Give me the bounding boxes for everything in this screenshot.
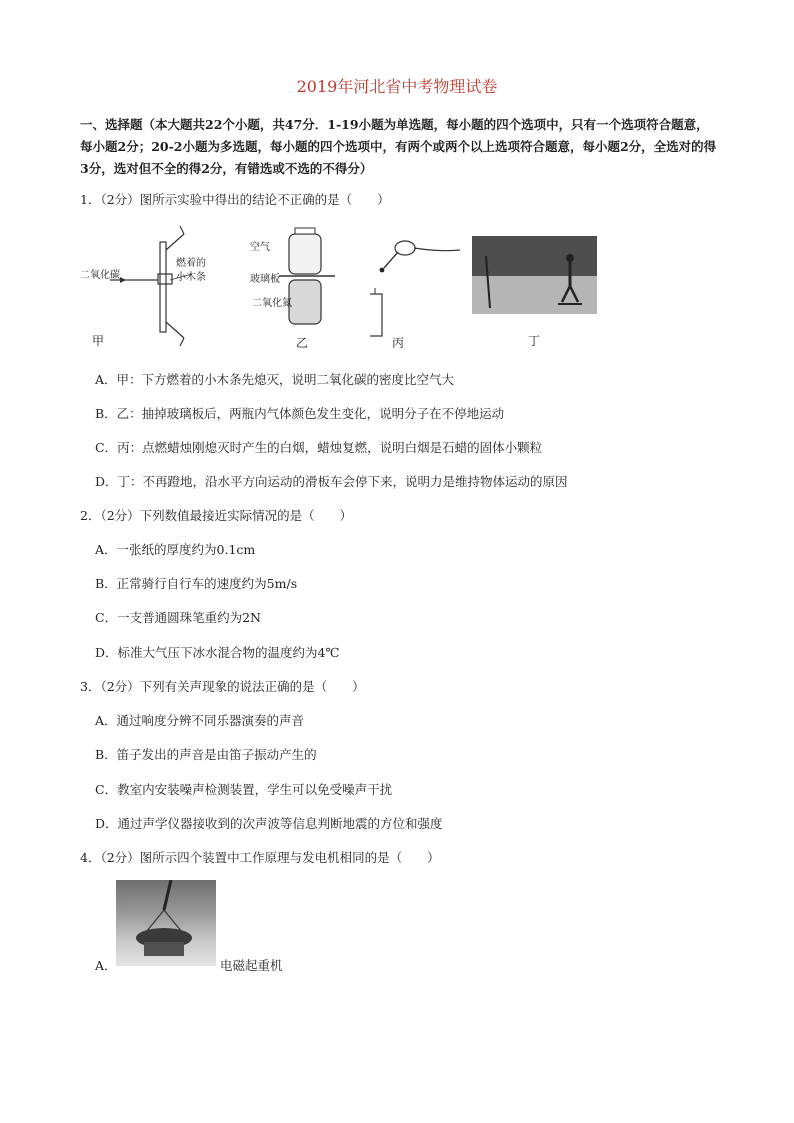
question-1-option-b: B．乙：抽掉玻璃板后，两瓶内气体颜色发生变化，说明分子在不停地运动 [95,406,505,421]
question-2-option-d: D．标准大气压下冰水混合物的温度约为4℃ [95,645,340,660]
question-1-option-d: D．丁：不再蹬地，沿水平方向运动的滑板车会停下来，说明力是维持物体运动的原因 [95,474,568,489]
question-4-option-a-label: 电磁起重机 [220,958,283,973]
question-2-option-a: A．一张纸的厚度约为0.1cm [95,542,256,557]
figure-ding [472,236,597,314]
question-2-option-b: B．正常骑行自行车的速度约为5m/s [95,576,298,591]
question-1-figures [80,224,640,354]
section-instructions: 一、选择题（本大题共22个小题，共47分．1-19小题为单选题，每小题的四个选项中，只有一个选项符合题意，每小题2分；20-2小题为多选题，每小题的四个选项中，有两个或两个以上选项符合题意，每小题2分，全选对的得3分，选对但不全的得2分，有错选或不选的不得分） [80,117,717,176]
figure-yi-label-glass: 玻璃板 [250,274,280,285]
figure-bing-caption: 丙 [392,336,405,350]
question-1-option-c: C．丙：点燃蜡烛刚熄灭时产生的白烟，蜡烛复燃，说明白烟是石蜡的固体小颗粒 [95,440,543,455]
electromagnetic-crane-photo [116,880,216,966]
question-3-option-d: D．通过声学仪器接收到的次声波等信息判断地震的方位和强度 [95,816,443,831]
question-1-option-a: A．甲：下方燃着的小木条先熄灭，说明二氧化碳的密度比空气大 [95,372,455,387]
figure-yi-label-no2: 二氧化氮 [252,298,292,309]
figure-yi-label-air: 空气 [250,242,270,253]
figure-jia-caption: 甲 [92,334,105,348]
question-4-option-a-letter: A． [95,958,117,973]
page-title: 2019年河北省中考物理试卷 [296,77,498,96]
figure-jia [80,224,220,349]
question-2-option-c: C．一支普通圆珠笔重约为2N [95,610,261,625]
question-1-stem: 1．（2分）图所示实验中得出的结论不正确的是（ ） [80,192,390,207]
figure-jia-label-stick: 小木条 [176,272,206,283]
question-3-stem: 3．（2分）下列有关声现象的说法正确的是（ ） [80,679,365,694]
figure-jia-label-co2: 二氧化碳 [80,270,120,281]
question-2-stem: 2．（2分）下列数值最接近实际情况的是（ ） [80,508,353,523]
figure-jia-label-burning: 燃着的 [176,258,206,269]
question-3-option-a: A．通过响度分辨不同乐器演奏的声音 [95,713,305,728]
figure-bing [370,224,470,349]
question-4-stem: 4．（2分）图所示四个装置中工作原理与发电机相同的是（ ） [80,850,440,865]
figure-ding-caption: 丁 [528,334,541,348]
figure-yi [275,224,355,349]
question-3-option-b: B．笛子发出的声音是由笛子振动产生的 [95,747,317,762]
question-3-option-c: C．教室内安装噪声检测装置，学生可以免受噪声干扰 [95,782,393,797]
figure-yi-caption: 乙 [296,336,309,350]
